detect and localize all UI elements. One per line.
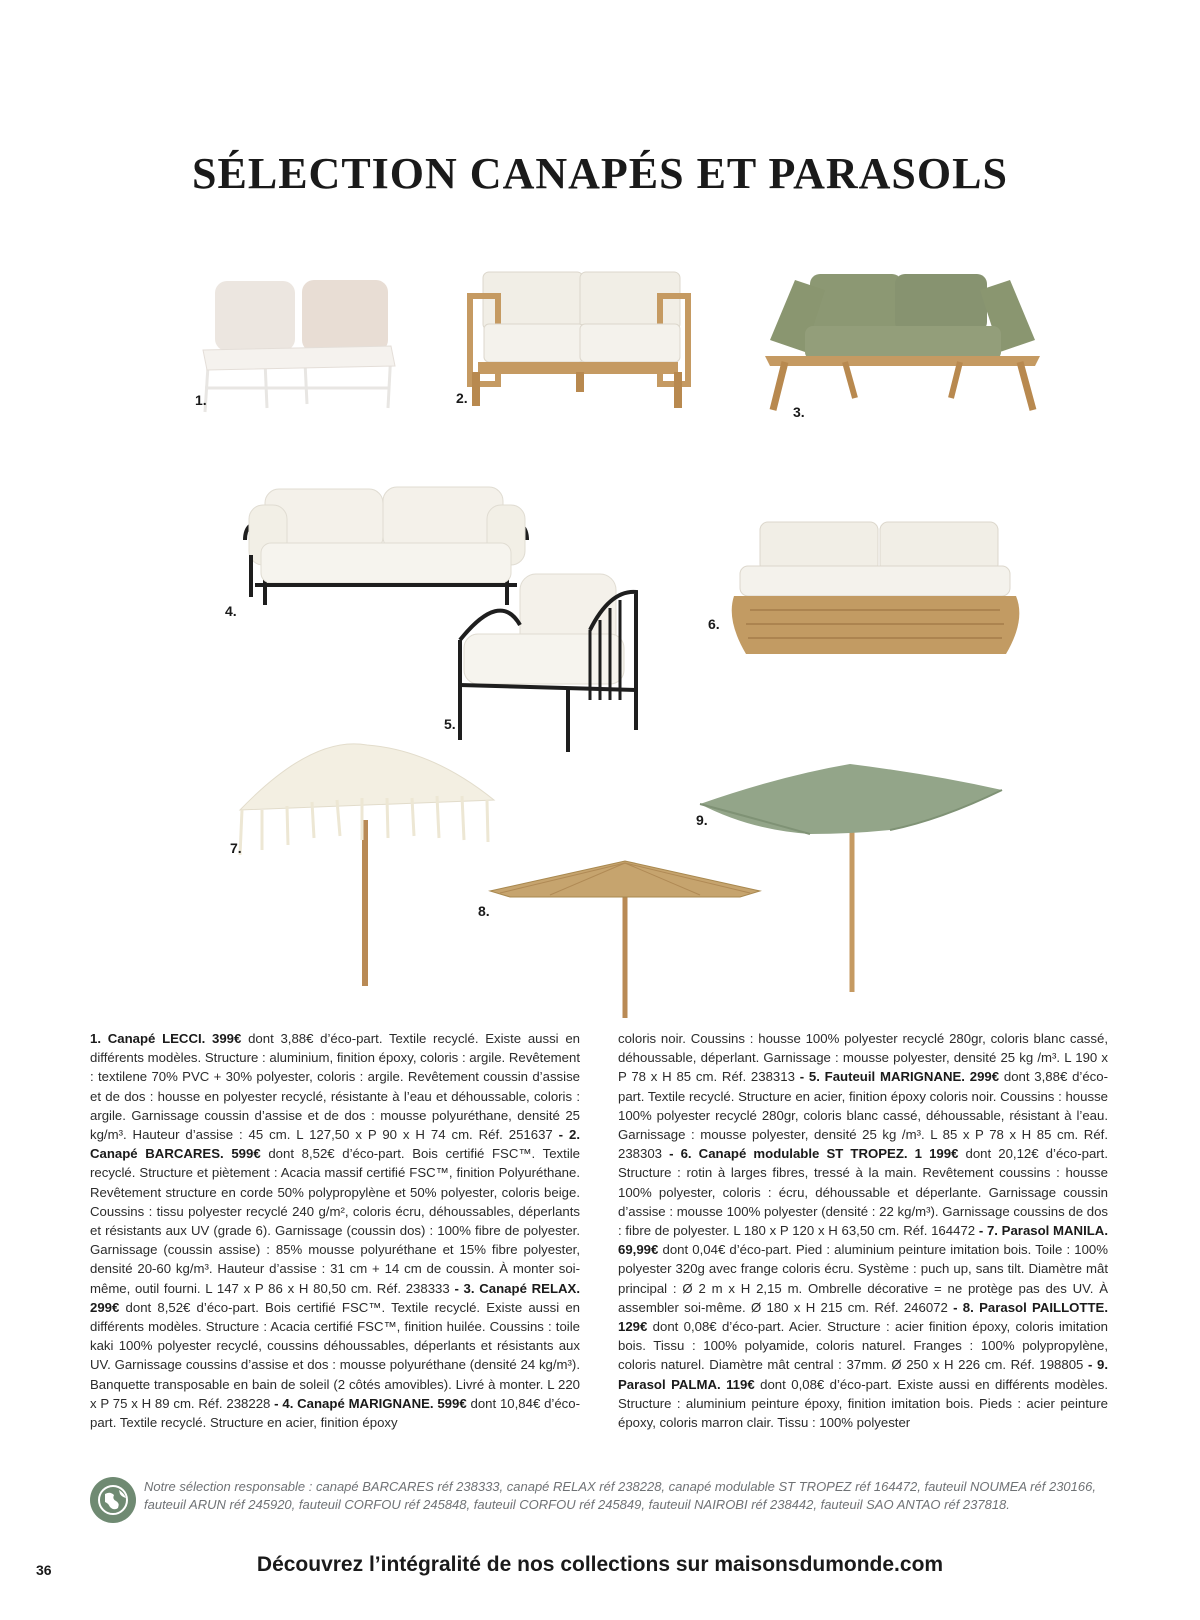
product-6-heading: - 6. Canapé modulable ST TROPEZ. 1 199€ [669,1146,959,1162]
product-number: 1. [195,392,207,408]
product-5-details: dont 3,88€ d’éco-part. Textile recyclé. Structure en acier, finition époxy coloris noir. Coussins : housse 100% polyester recyclé 280gr, coloris blanc cassé, déhoussable, résistant à l’eau. Garnissage : mousse polyester, densité 25 kg /m³. L 85 x P 78 x H 85 cm. Réf. 238303 [618,1069,1109,1162]
product-7-heading: - 7. Parasol MANILA. 69,99€ [618,1223,1108,1258]
product-number: 2. [456,390,468,406]
product-6 [708,520,1030,655]
product-1 [195,276,400,416]
product-9-heading: - 9. Parasol PALMA. 119€ [618,1357,1108,1392]
description-left-text [90,1029,580,1432]
product-number: 6. [708,616,720,632]
product-4-details-continued: coloris noir. Coussins : housse 100% polyester recyclé 280gr, coloris blanc cassé, déhoussable, déperlant. Garnissage : mousse polyester, densité 25 kg /m³. L 190 x P 78 x H 85 cm. Réf. 238313 [618,1031,1108,1085]
responsible-selection-note: Notre sélection responsable : canapé BARCARES réf 238333, canapé RELAX réf 238228, canapé modulable ST TROPEZ réf 164472, fauteuil NOUMEA réf 230166, fauteuil ARUN réf 245920, fauteuil CORFOU réf 245848, fauteuil CORFOU réf 245849, fauteuil NAIROBI réf 238442, fauteuil SAO ANTAO réf 237818. [144,1479,1096,1512]
product-9 [696,760,1005,995]
description-right-column [618,1029,1108,1432]
product-number: 9. [696,812,708,828]
product-number: 4. [225,603,237,619]
globe-icon [90,1477,136,1523]
page-title: SÉLECTION CANAPÉS ET PARASOLS [192,149,1008,198]
parasol-palma-image [700,760,1005,995]
sofa-relax-image [765,270,1040,420]
product-2-heading: - 2. Canapé BARCARES. 599€ [90,1127,580,1162]
armchair-marignane-image [440,570,660,755]
product-number: 7. [230,840,242,856]
sofa-st-tropez-image [720,520,1030,655]
sofa-lecci-image [195,276,400,416]
product-1-details: dont 3,88€ d’éco-part. Textile recyclé. Existe aussi en différents modèles. Structure : aluminium, finition époxy, coloris : argile. Revêtement : textilene 70% PVC + 30% polyester, coloris : argile. Revêtement coussin d’assise et de dos : housse en polyester recyclé, résistante à l’eau et déhoussable, coloris : argile. Garnissage coussin d’assise et de dos : mousse polyuréthane, densité 25 kg/m³. Hauteur d’assise : 45 cm. L 127,50 x P 90 x H 74 cm. Réf. 251637 [90,1031,580,1143]
product-5 [440,570,660,755]
product-number: 5. [444,716,456,732]
product-7-details: dont 0,04€ d’éco-part. Pied : aluminium peinture imitation bois. Toile : 100% polyester 320g avec frange coloris écru. Système : puch up, sans tilt. Diamètre mât principal : Ø 2 m x H 2,15 m. Ombrelle décorative = ne protège pas des UV. À assembler soi-même. Ø 180 x H 215 cm. Réf. 246072 [618,1242,1108,1315]
product-8-details: dont 0,08€ d’éco-part. Acier. Structure : acier finition époxy, coloris imitation bois. Tissu : 100% polyamide, coloris naturel. Franges : 100% polypropylène, coloris naturel. Diamètre mât central : 37mm. Ø 250 x H 226 cm. Réf. 198805 [618,1319,1108,1373]
product-5-heading: - 5. Fauteuil MARIGNANE. 299€ [799,1069,1000,1085]
product-2 [448,272,698,422]
footer-link-text: Découvrez l’intégralité de nos collections sur maisonsdumonde.com [256,1553,944,1576]
product-8-heading: - 8. Parasol PAILLOTTE. 129€ [618,1299,1108,1335]
page-number: 36 [36,1562,52,1578]
product-number: 3. [793,404,805,420]
product-7 [232,740,502,990]
product-1-heading: 1. Canapé LECCI. 399€ [90,1031,242,1046]
parasol-manila-image [232,740,502,990]
product-3 [765,270,1040,420]
sofa-barcares-image [448,272,698,422]
product-4-heading: - 4. Canapé MARIGNANE. 599€ [274,1395,467,1411]
description-right-text [618,1029,1108,1432]
product-4-details: dont 10,84€ d’éco-part. Textile recyclé. Structure en acier, finition époxy [90,1395,580,1431]
description-left-column [90,1029,580,1432]
product-2-details: dont 8,52€ d’éco-part. Bois certifié FSC™. Textile recyclé. Structure et piètement : Acacia massif certifié FSC™, finition Polyuréthane. Revêtement structure en corde 50% polypropylène et 50% polyester, coloris beige. Coussins : tissu polyester recyclé 240 g/m², coloris écru, déhoussables, déperlants et résistants aux UV (grade 6). Garnissage (coussin dos) : 100% fibre de polyester. Garnissage (coussin assise) : 85% mousse polyuréthane et 15% fibre polyester, densité 20-60 kg/m³. Hauteur d’assise : 31 cm + 14 cm de coussin. À monter soi-même, outil fourni. L 147 x P 86 x H 80,50 cm. Réf. 238333 [90,1146,581,1296]
product-number: 8. [478,903,490,919]
product-6-details: dont 20,12€ d’éco-part. Structure : rotin à larges fibres, tressé à la main. Revêtement coussins : housse 100% polyester, coloris : écru, déhoussable et déperlante. Garnissage coussin d’assise : mousse 100% polyester (densité : 22 kg/m³). Garnissage coussins de dos : fibre de polyester. L 180 x P 120 x H 63,50 cm. Réf. 164472 [618,1146,1108,1239]
product-3-details: dont 8,52€ d’éco-part. Bois certifié FSC™. Textile recyclé. Existe aussi en différents modèles. Structure : Acacia certifié FSC™, finition huilée. Coussins : toile kaki 100% polyester recyclé, coussins déhoussables, déperlants et résistants aux UV. Garnissage coussins d’assise et dos : mousse polyuréthane (densité 24 kg/m³). Banquette transposable en bain de soleil (2 côtés amovibles). Livré à monter. L 220 x P 75 x H 89 cm. Réf. 238228 [90,1299,580,1411]
product-3-heading: - 3. Canapé RELAX. 299€ [90,1280,580,1315]
product-9-details: dont 0,08€ d’éco-part. Existe aussi en différents modèles. Structure : aluminium peinture époxy, finition imitation bois. Pieds : acier peinture époxy, coloris marron clair. Tissu : 100% polyester [618,1376,1109,1431]
